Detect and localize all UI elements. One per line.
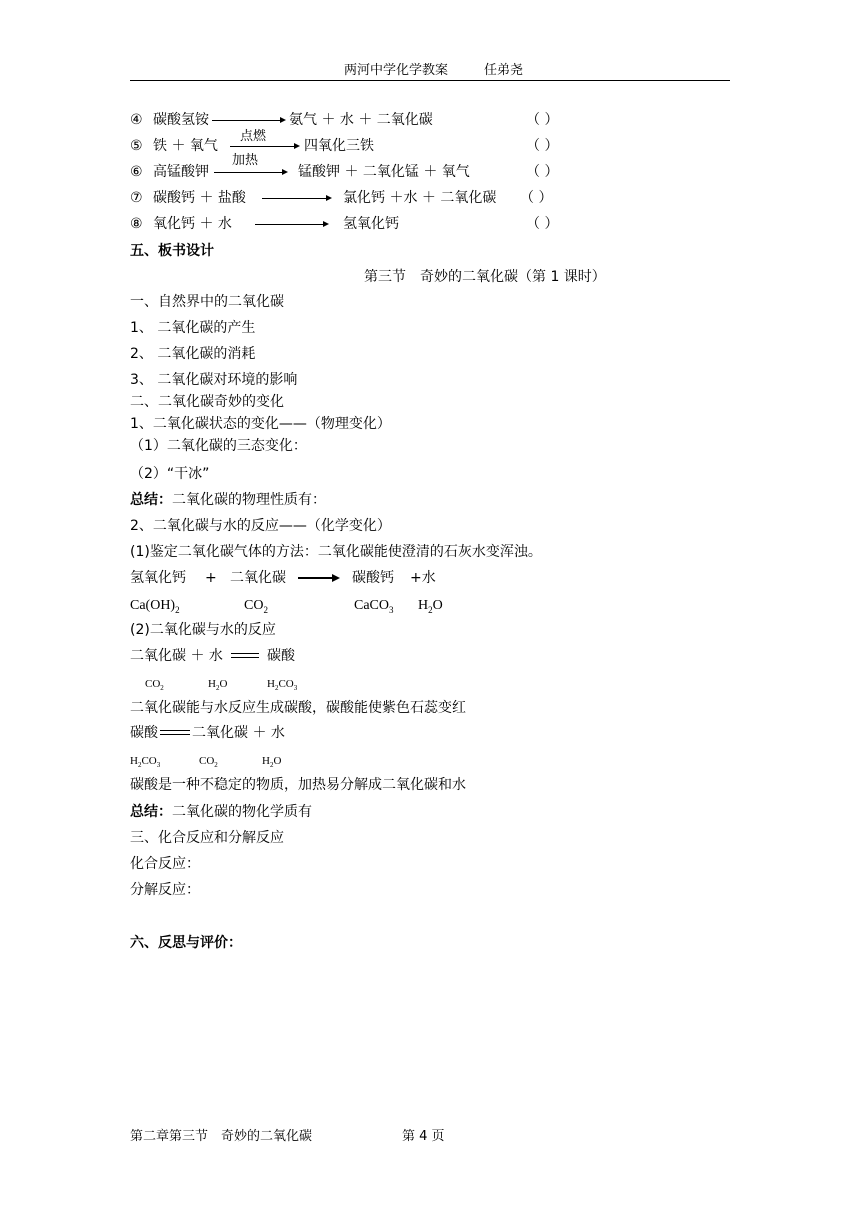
reaction-arrow — [230, 146, 298, 147]
section-heading: 五、板书设计 — [130, 243, 214, 259]
equation-term: 碳酸钙 — [352, 570, 394, 586]
board-line: 3、 二氧化碳对环境的影响 — [130, 372, 298, 388]
formula — [244, 597, 268, 619]
formula — [208, 675, 227, 697]
board-line: 三、化合反应和分解反应 — [130, 830, 284, 846]
formula-subscript: 2 — [137, 761, 142, 770]
formula-subscript: 3 — [389, 604, 394, 615]
formula-text: CO — [199, 755, 215, 767]
equation-plus: + — [205, 570, 217, 586]
footer-page-number: 第 4 页 — [402, 1129, 445, 1144]
equation-term: 碳酸 — [130, 725, 158, 741]
equation-term: 二氧化碳 ＋ 水 — [130, 648, 223, 664]
header-author: 任弟尧 — [484, 63, 524, 78]
formula-subscript: 2 — [274, 684, 279, 693]
reaction-number: ⑥ — [130, 164, 143, 180]
formula-text: H — [418, 598, 429, 613]
board-line: 1、二氧化碳状态的变化——（物理变化） — [130, 416, 391, 432]
board-line: 碳酸是一种不稳定的物质，加热易分解成二氧化碳和水 — [130, 777, 466, 793]
board-line: 化合反应： — [130, 856, 200, 872]
answer-blank[interactable]: （ ） — [520, 190, 553, 206]
formula — [418, 597, 443, 619]
board-line: 二、二氧化碳奇妙的变化 — [130, 394, 284, 410]
formula — [267, 675, 297, 697]
formula — [130, 752, 160, 774]
product: 四氧化三铁 — [304, 138, 374, 154]
equation-equals — [231, 653, 259, 658]
reaction-number: ⑧ — [130, 216, 143, 232]
reaction-arrow — [262, 198, 330, 199]
answer-blank[interactable]: （ ） — [526, 112, 559, 128]
board-line: 分解反应： — [130, 882, 200, 898]
formula-text: CO — [244, 598, 264, 613]
formula-subscript: 2 — [428, 604, 433, 615]
formula-subscript: 2 — [214, 761, 218, 770]
product: 氯化钙 ＋水 ＋ 二氧化碳 — [343, 190, 497, 206]
summary-text: 二氧化碳的物理性质有： — [172, 492, 326, 508]
formula-text: O — [273, 755, 282, 767]
header-rule — [130, 80, 730, 81]
board-line: （2）“干冰” — [130, 466, 210, 482]
reaction-number: ⑤ — [130, 138, 143, 154]
reactant: 铁 ＋ 氧气 — [153, 138, 218, 154]
formula — [130, 597, 180, 619]
summary-line — [130, 491, 326, 509]
summary-line — [130, 803, 312, 821]
formula-text: O — [219, 678, 228, 690]
formula-text: CO — [141, 755, 157, 767]
equation-term: +水 — [410, 570, 436, 586]
formula-subscript: 3 — [156, 761, 161, 770]
equation-term: 碳酸 — [267, 648, 295, 664]
formula-text: H — [267, 678, 275, 690]
product: 氢氧化钙 — [343, 216, 399, 232]
reactant: 碳酸氢铵 — [153, 112, 209, 128]
reactant: 碳酸钙 ＋ 盐酸 — [153, 190, 246, 206]
formula-subscript: 2 — [269, 761, 274, 770]
reaction-number: ④ — [130, 112, 143, 128]
board-line: 2、二氧化碳与水的反应——（化学变化） — [130, 518, 391, 534]
formula-subscript: 2 — [160, 684, 164, 693]
answer-blank[interactable]: （ ） — [526, 216, 559, 232]
reactant: 氧化钙 ＋ 水 — [153, 216, 232, 232]
board-line: 2、 二氧化碳的消耗 — [130, 346, 256, 362]
formula-text: CaCO — [354, 598, 389, 613]
board-line: 二氧化碳能与水反应生成碳酸，碳酸能使紫色石蕊变红 — [130, 700, 466, 716]
equation-equals — [160, 730, 190, 735]
formula-subscript: 2 — [263, 604, 268, 615]
formula-subscript: 2 — [215, 684, 220, 693]
reaction-condition: 点燃 — [240, 129, 267, 144]
summary-label: 总结： — [130, 492, 172, 508]
reaction-condition: 加热 — [232, 153, 259, 168]
footer-chapter: 第二章第三节 奇妙的二氧化碳 — [130, 1129, 313, 1144]
reactant: 高锰酸钾 — [153, 164, 209, 180]
formula-text: CO — [278, 678, 294, 690]
formula-text: H — [208, 678, 216, 690]
board-line: （1）二氧化碳的三态变化： — [130, 438, 307, 454]
equation-arrow — [298, 577, 338, 579]
formula-text: H — [262, 755, 270, 767]
equation-term: 二氧化碳 ＋ 水 — [192, 725, 285, 741]
equation-term: 二氧化碳 — [230, 570, 286, 586]
summary-label: 总结： — [130, 804, 172, 820]
answer-blank[interactable]: （ ） — [526, 138, 559, 154]
formula-text: Ca(OH) — [130, 598, 176, 613]
formula-text: O — [432, 598, 443, 613]
reaction-arrow — [255, 224, 327, 225]
reaction-arrow — [214, 172, 286, 173]
formula — [354, 597, 394, 619]
product: 氨气 ＋ 水 ＋ 二氧化碳 — [289, 112, 433, 128]
board-line: (2)二氧化碳与水的反应 — [130, 622, 276, 638]
reaction-number: ⑦ — [130, 190, 143, 206]
board-line: 一、自然界中的二氧化碳 — [130, 294, 284, 310]
equation-term: 氢氧化钙 — [130, 570, 186, 586]
answer-blank[interactable]: （ ） — [526, 164, 559, 180]
section-heading: 六、反思与评价： — [130, 935, 242, 951]
board-line: (1)鉴定二氧化碳气体的方法：二氧化碳能使澄清的石灰水变浑浊。 — [130, 544, 542, 560]
formula-subscript: 3 — [293, 684, 298, 693]
formula — [145, 675, 164, 697]
board-title: 第三节 奇妙的二氧化碳（第 1 课时） — [364, 269, 606, 285]
formula — [199, 752, 218, 774]
board-line: 1、 二氧化碳的产生 — [130, 320, 256, 336]
formula — [262, 752, 281, 774]
formula-subscript: 2 — [175, 604, 180, 615]
reaction-arrow — [212, 120, 284, 121]
formula-text: CO — [145, 678, 161, 690]
header-school-title: 两河中学化学教案 — [344, 63, 449, 78]
product: 锰酸钾 ＋ 二氧化锰 ＋ 氧气 — [298, 164, 470, 180]
formula-text: H — [130, 755, 138, 767]
summary-text: 二氧化碳的物化学质有 — [172, 804, 312, 820]
